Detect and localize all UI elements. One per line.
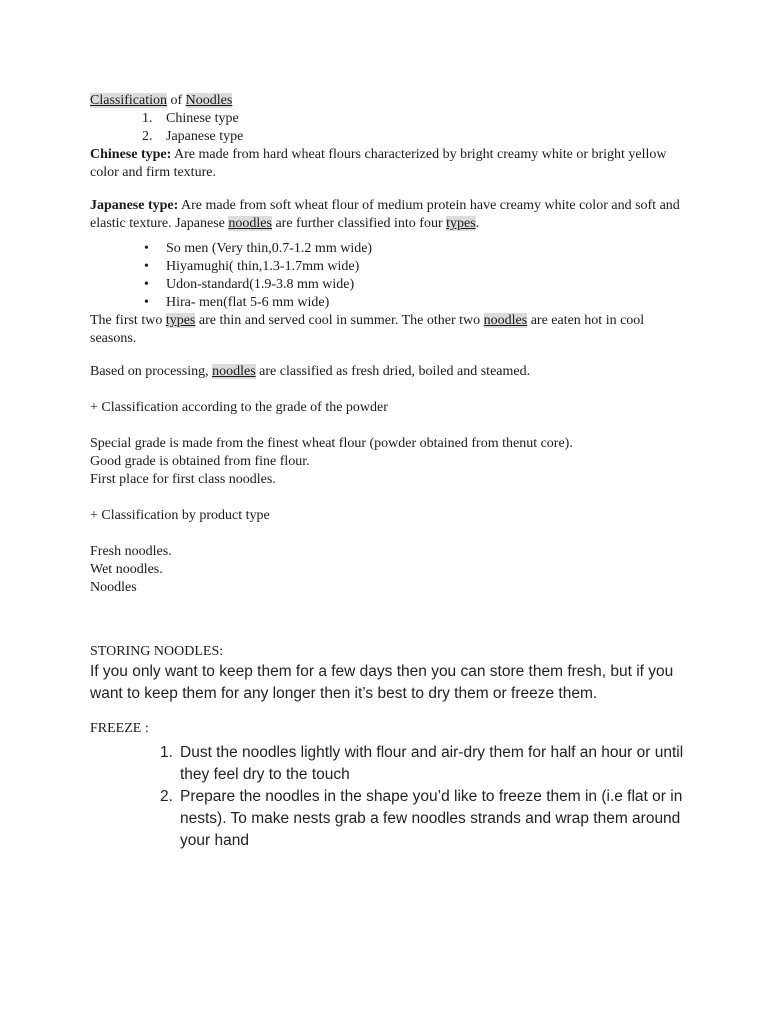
freeze-steps (90, 742, 690, 852)
bullet-icon: • (144, 277, 149, 292)
processing-paragraph: Based on processing, noodles are classified as fresh dried, boiled and steamed. (90, 364, 531, 379)
keyword-classification: Classification (90, 93, 167, 108)
list-item: • Udon-standard(1.9-3.8 mm wide) (144, 277, 355, 292)
bullet-icon: • (144, 241, 149, 256)
grade-heading: + Classification according to the grade of the powder (90, 400, 388, 415)
first-two-paragraph: The first two types are thin and served cool in summer. The other two noodles are eaten hot in cool seasons. (90, 313, 645, 346)
bullet-icon: • (144, 295, 149, 310)
document-page (90, 92, 690, 852)
chinese-type-paragraph: Chinese type: Are made from hard wheat flours characterized by bright creamy white or bright yellow color and firm texture. (90, 147, 667, 180)
list-item: 1. Chinese type (142, 111, 239, 126)
freeze-heading: FREEZE : (90, 721, 149, 736)
type-list (90, 110, 690, 146)
japanese-noodle-list (90, 240, 690, 312)
product-line: Noodles (90, 580, 137, 595)
product-line: Wet noodles. (90, 562, 163, 577)
chinese-type-label: Chinese type: (90, 147, 172, 162)
list-item: 2. Japanese type (142, 129, 244, 144)
product-heading: + Classification by product type (90, 508, 270, 523)
keyword-noodles: Noodles (185, 93, 233, 108)
storing-paragraph: If you only want to keep them for a few days then you can store them fresh, but if you want to keep them for any longer then it’s best to dry them or freeze them. (90, 663, 674, 702)
document-title: Classification of Noodles (90, 93, 233, 108)
list-item: • So men (Very thin,0.7-1.2 mm wide) (144, 241, 373, 256)
list-item: • Hiyamughi( thin,1.3-1.7mm wide) (144, 259, 360, 274)
grade-line: Good grade is obtained from fine flour. (90, 454, 310, 469)
grade-line: First place for first class noodles. (90, 472, 276, 487)
japanese-type-paragraph: Japanese type: Are made from soft wheat flour of medium protein have creamy white color and soft and elastic texture. Japanese noodles are further classified into four types. (90, 198, 680, 231)
list-item: • Hira- men(flat 5-6 mm wide) (144, 295, 330, 310)
grade-line: Special grade is made from the finest wheat flour (powder obtained from thenut core). (90, 436, 573, 451)
japanese-type-label: Japanese type: (90, 198, 179, 213)
storing-heading: STORING NOODLES: (90, 644, 224, 659)
list-item: 2. Prepare the noodles in the shape you’d like to freeze them in (i.e flat or in nests). To make nests grab a few noodles strands and wrap them around your hand (160, 788, 683, 849)
list-item: 1. Dust the noodles lightly with flour and air-dry them for half an hour or until they feel dry to the touch (160, 744, 684, 783)
bullet-icon: • (144, 259, 149, 274)
product-line: Fresh noodles. (90, 544, 172, 559)
